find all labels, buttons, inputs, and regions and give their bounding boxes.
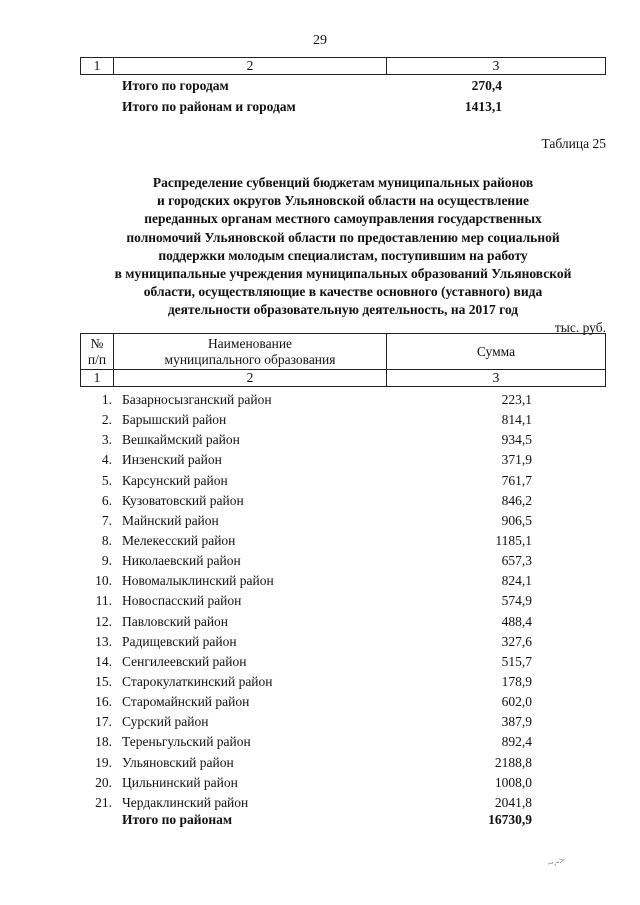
title-line: полномочий Ульяновской области по предоставлению мер социальной xyxy=(126,229,560,245)
row-name: Чердаклинский район xyxy=(122,794,249,810)
row-value: 515,7 xyxy=(501,653,532,669)
row-value: 223,1 xyxy=(501,392,532,408)
row-value: 574,9 xyxy=(501,593,532,609)
row-number: 13. xyxy=(95,633,112,649)
header-name-line2: муниципального образования xyxy=(164,351,336,367)
title-line: переданных органам местного самоуправления государственных xyxy=(144,211,542,227)
row-number: 10. xyxy=(95,573,112,589)
row-name: Мелекесский район xyxy=(122,533,236,549)
row-value: 1008,0 xyxy=(494,774,532,790)
table-row xyxy=(80,672,606,692)
row-number: 9. xyxy=(101,553,112,569)
row-number: 4. xyxy=(101,452,112,468)
row-value: 761,7 xyxy=(501,472,532,488)
row-value: 814,1 xyxy=(501,412,532,428)
row-number: 2. xyxy=(101,412,112,428)
units-label: тыс. руб. xyxy=(554,320,606,335)
title-line: Распределение субвенций бюджетам муниципальных районов xyxy=(152,175,534,190)
row-value: 387,9 xyxy=(501,714,532,730)
summary-label: Итого по городам xyxy=(122,78,229,93)
row-name: Базарносызганский район xyxy=(122,392,272,408)
top-col-1: 1 xyxy=(81,58,114,75)
table-row xyxy=(80,732,606,752)
numbering-cell: 2 xyxy=(114,370,387,387)
row-name: Барышский район xyxy=(122,412,227,428)
row-number: 16. xyxy=(95,694,112,710)
row-value: 178,9 xyxy=(501,674,532,690)
row-name: Майнский район xyxy=(122,512,219,528)
row-name: Тереньгульский район xyxy=(122,734,251,750)
table-row xyxy=(80,612,606,632)
row-name: Кузоватовский район xyxy=(122,492,244,508)
header-number-line2: п/п xyxy=(87,351,107,367)
row-number: 19. xyxy=(95,754,112,770)
row-name: Старокулаткинский район xyxy=(122,674,273,690)
table-row xyxy=(80,511,606,531)
table-row xyxy=(80,712,606,732)
row-name: Новоспасский район xyxy=(122,593,242,609)
table-body xyxy=(80,390,606,813)
summary-value: 1413,1 xyxy=(464,99,502,114)
row-number: 14. xyxy=(95,653,112,669)
row-value: 2188,8 xyxy=(494,754,532,770)
summary-value: 270,4 xyxy=(471,78,502,93)
row-name: Карсунский район xyxy=(122,472,228,488)
row-name: Новомалыклинский район xyxy=(122,573,274,589)
header-sum-cell: Сумма xyxy=(387,334,606,370)
table-row xyxy=(80,390,606,410)
row-name: Николаевский район xyxy=(122,553,241,569)
row-value: 2041,8 xyxy=(494,794,532,810)
row-number: 3. xyxy=(101,432,112,448)
table-row xyxy=(80,652,606,672)
total-row xyxy=(80,812,606,828)
summary-row-total xyxy=(122,99,502,115)
row-number: 6. xyxy=(101,492,112,508)
header-number-line1: № xyxy=(90,335,104,351)
main-table-header xyxy=(80,333,606,387)
row-number: 5. xyxy=(101,472,112,488)
top-col-3: 3 xyxy=(387,58,606,75)
table-row xyxy=(80,531,606,551)
table-row xyxy=(80,410,606,430)
row-value: 657,3 xyxy=(501,553,532,569)
row-value: 892,4 xyxy=(501,734,532,750)
row-value: 327,6 xyxy=(501,633,532,649)
header-name-cell xyxy=(114,334,387,370)
title-line: и городских округов Ульяновской области на осуществление xyxy=(157,193,529,209)
row-name: Ульяновский район xyxy=(122,754,234,770)
row-number: 11. xyxy=(95,593,112,609)
table-row xyxy=(80,571,606,591)
title-line: поддержки молодым специалистам, поступившим на работу xyxy=(158,247,528,263)
row-value: 602,0 xyxy=(501,694,532,710)
row-value: 906,5 xyxy=(501,512,532,528)
row-name: Цильнинский район xyxy=(122,774,238,790)
document-title xyxy=(80,174,606,320)
row-name: Сенгилеевский район xyxy=(122,653,247,669)
table-row xyxy=(80,491,606,511)
row-value: 846,2 xyxy=(501,492,532,508)
top-col-2: 2 xyxy=(114,58,387,75)
row-value: 824,1 xyxy=(501,573,532,589)
row-name: Радищевский район xyxy=(122,633,237,649)
row-value: 371,9 xyxy=(501,452,532,468)
total-label: Итого по районам xyxy=(122,812,233,827)
summary-label: Итого по районам и городам xyxy=(122,99,296,114)
numbering-cell: 1 xyxy=(81,370,114,387)
table-row xyxy=(80,632,606,652)
top-table-header xyxy=(80,57,606,75)
row-number: 21. xyxy=(95,794,112,810)
row-number: 1. xyxy=(101,392,112,408)
row-value: 488,4 xyxy=(501,613,532,629)
table-row xyxy=(80,692,606,712)
row-name: Сурский район xyxy=(122,714,209,730)
row-value: 1185,1 xyxy=(495,533,532,549)
table-label: Таблица 25 xyxy=(541,136,606,151)
title-line: деятельности образовательную деятельность, на 2017 год xyxy=(167,302,519,318)
table-row xyxy=(80,753,606,773)
page-number: 29 xyxy=(313,33,327,48)
table-row xyxy=(80,551,606,571)
table-row xyxy=(80,793,606,813)
table-row xyxy=(80,430,606,450)
handwritten-mark: ~.-> xyxy=(546,855,567,870)
table-row xyxy=(80,450,606,470)
row-name: Павловский район xyxy=(122,613,229,629)
title-line: области, осуществляющие в качестве основного (уставного) вида xyxy=(143,284,543,300)
row-number: 8. xyxy=(101,533,112,549)
row-number: 18. xyxy=(95,734,112,750)
header-name-line1: Наименование xyxy=(207,335,293,351)
table-row xyxy=(80,773,606,793)
row-number: 7. xyxy=(101,512,112,528)
title-line: в муниципальные учреждения муниципальных образований Ульяновской xyxy=(114,266,572,282)
row-number: 12. xyxy=(95,613,112,629)
total-value: 16730,9 xyxy=(488,812,532,827)
row-value: 934,5 xyxy=(501,432,532,448)
row-name: Инзенский район xyxy=(122,452,222,468)
row-name: Старомайнский район xyxy=(122,694,250,710)
row-number: 20. xyxy=(95,774,112,790)
numbering-cell: 3 xyxy=(387,370,606,387)
row-number: 15. xyxy=(95,674,112,690)
summary-row-cities xyxy=(122,78,502,94)
table-row xyxy=(80,471,606,491)
row-number: 17. xyxy=(95,714,112,730)
header-number-cell xyxy=(81,334,114,370)
row-name: Вешкаймский район xyxy=(122,432,240,448)
table-row xyxy=(80,591,606,611)
